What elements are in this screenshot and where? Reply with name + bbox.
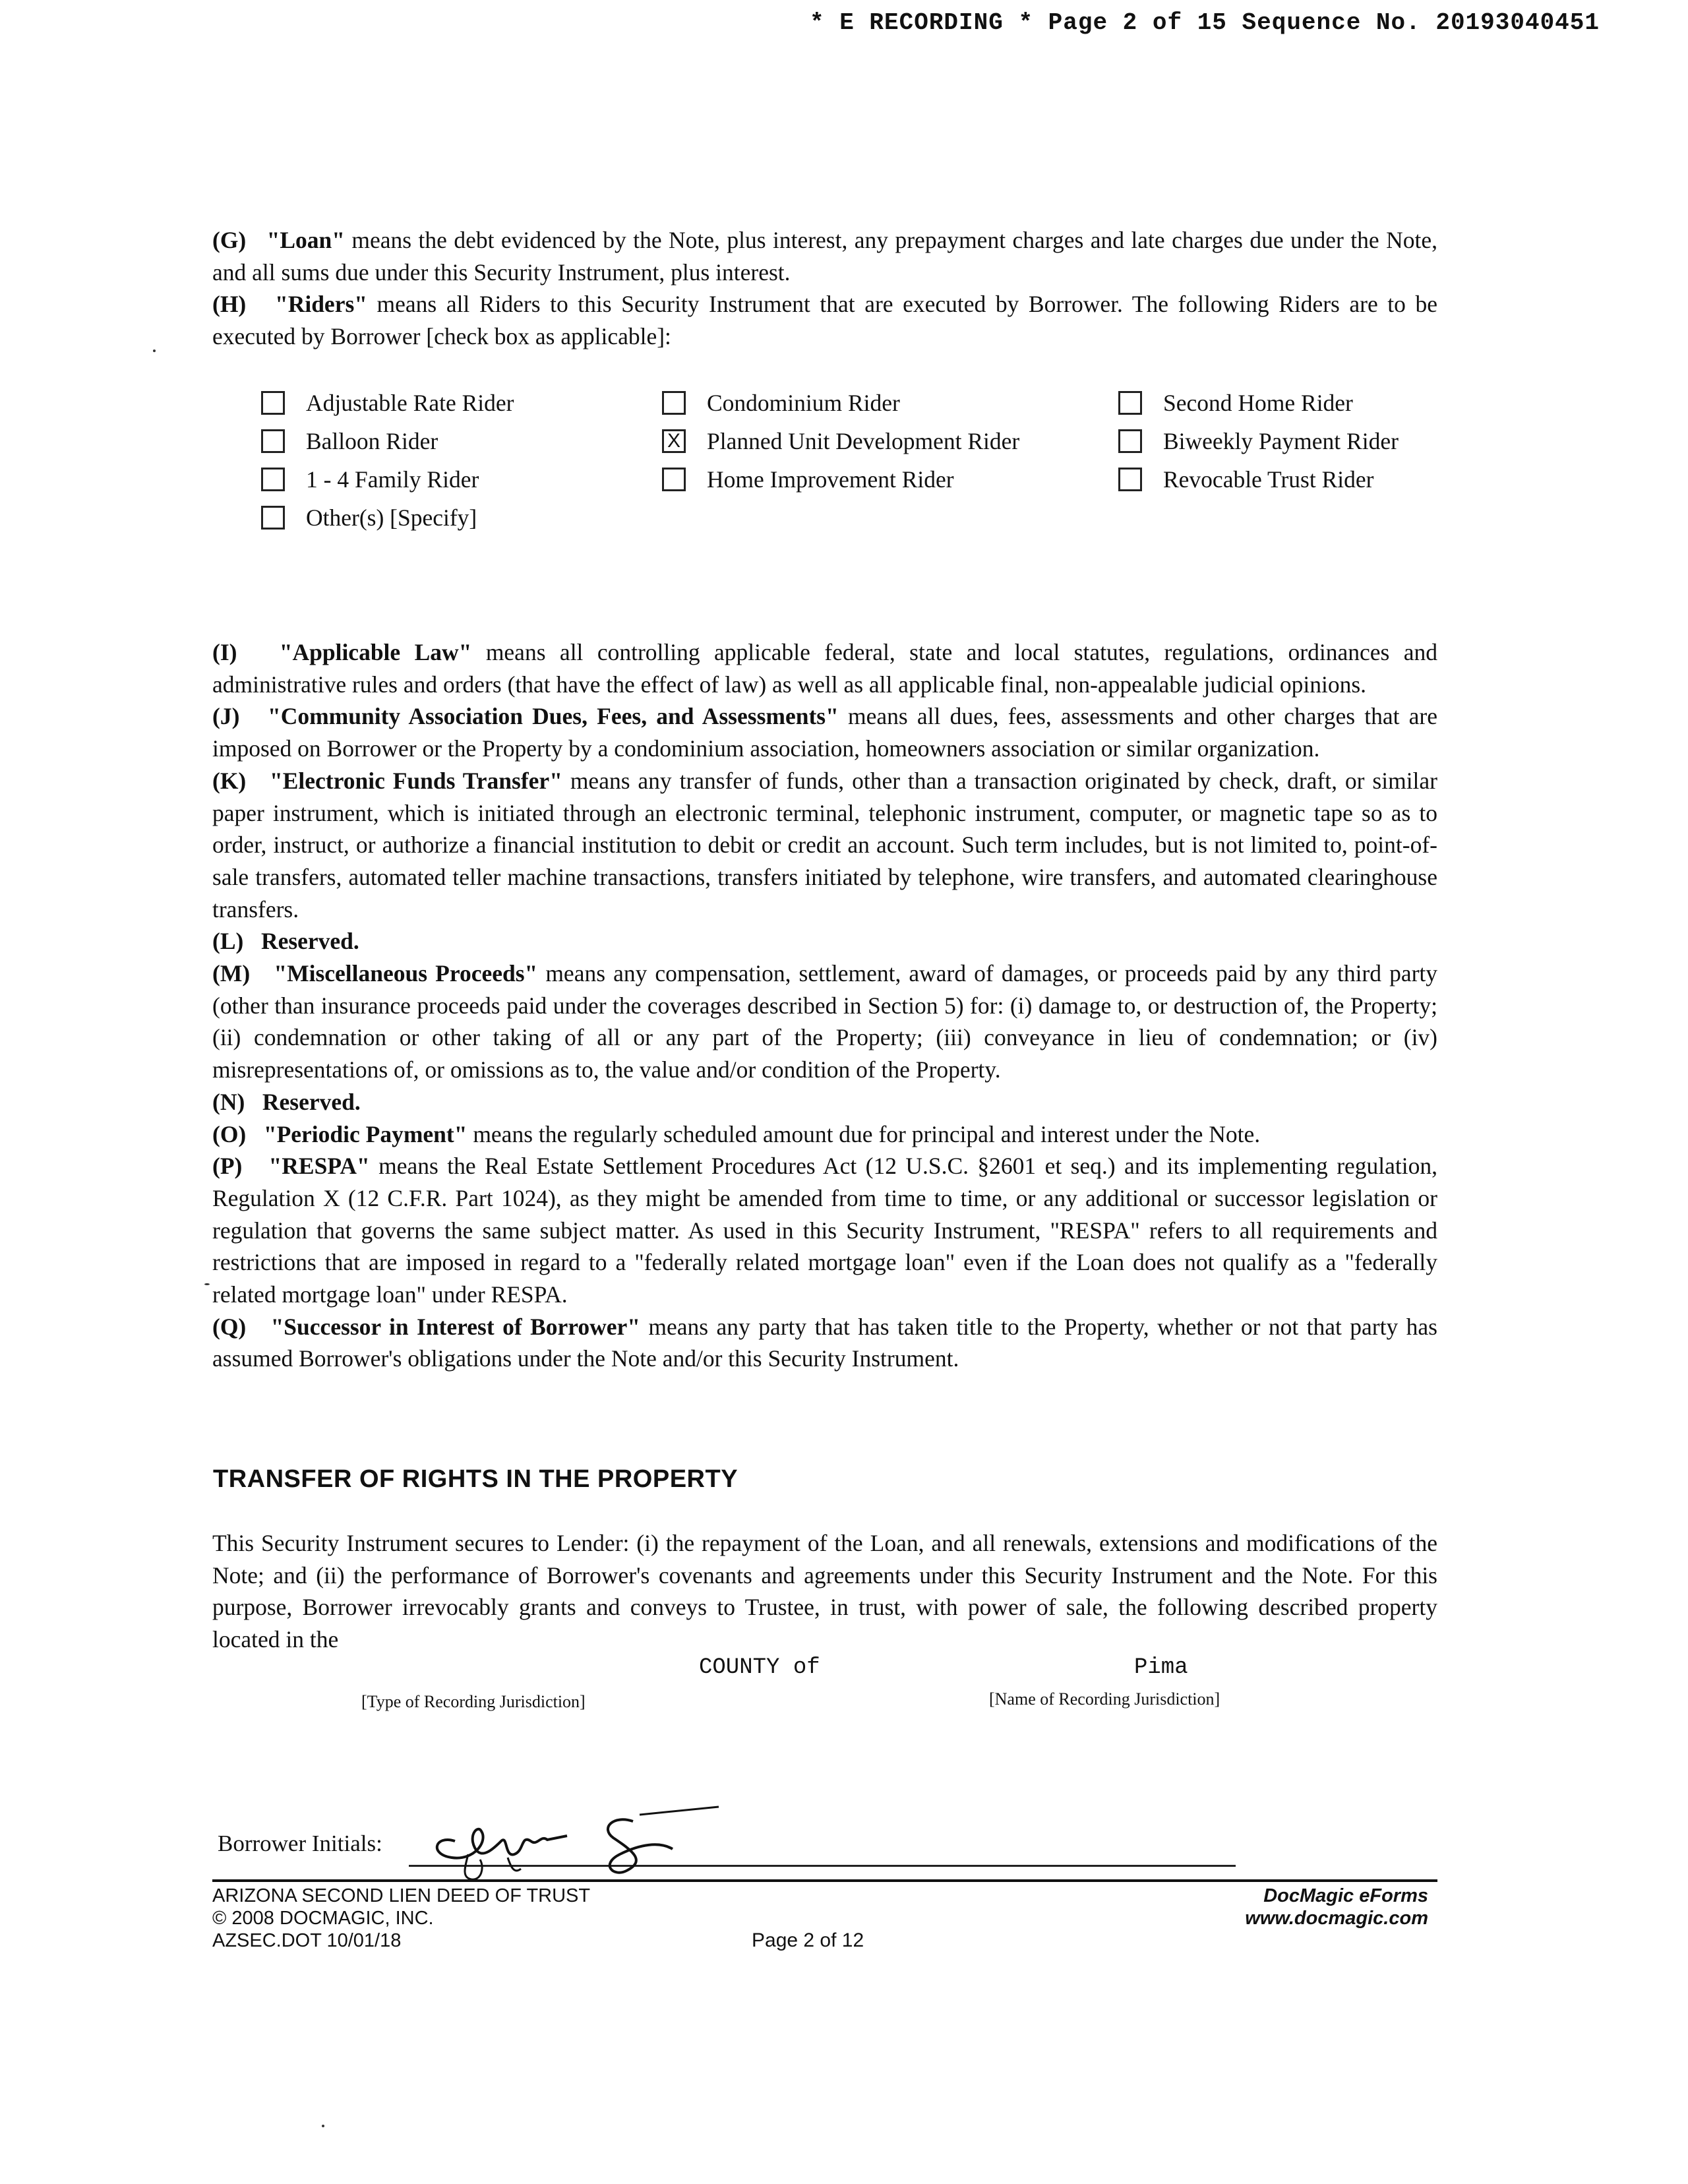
definition-p: (P) "RESPA" means the Real Estate Settlement Procedures Act (12 U.S.C. §2601 et seq.) and its implementing regulation, Regulation X (12 C.F.R. Part 1024), as they might be amended from time to time, or any additional or successor legislation or regulation that governs the same subject matter. As used in this Security Instrument, "RESPA" refers to all requirements and restrictions that are imposed in regard to a "federally related mortgage loan" even if the Loan does not qualify as a "federally related mortgage loan" under RESPA.	[212, 1153, 1437, 1308]
definitions-top	[212, 224, 1437, 353]
rider-1-4-family[interactable]: 1 - 4 Family Rider	[261, 466, 479, 493]
definition-o: (O) "Periodic Payment" means the regularly scheduled amount due for principal and interest under the Note.	[212, 1120, 1261, 1147]
footer-copyright: © 2008 DOCMAGIC, INC.	[212, 1908, 434, 1929]
definitions-list	[212, 636, 1437, 1375]
docmagic-website: www.docmagic.com	[1245, 1908, 1428, 1929]
checkbox[interactable]	[261, 468, 285, 491]
jurisdiction-name-caption: [Name of Recording Jurisdiction]	[989, 1689, 1221, 1709]
scan-dot	[153, 349, 156, 352]
checkbox[interactable]	[1118, 468, 1142, 491]
checkbox[interactable]	[662, 468, 686, 491]
definition-q: (Q) "Successor in Interest of Borrower" means any party that has taken title to the Property, whether or not that party has assumed Borrower's obligations under the Note and/or this Security Instrument.	[212, 1313, 1437, 1372]
rider-home-improvement[interactable]: Home Improvement Rider	[662, 466, 954, 493]
borrower-initials-signature	[415, 1795, 732, 1881]
definition-g: (G) "Loan" means the debt evidenced by the Note, plus interest, any prepayment charges and late charges due under the Note, and all sums due under this Security Instrument, plus interest.	[212, 227, 1437, 286]
scan-dot	[204, 1283, 210, 1285]
definition-m: (M) "Miscellaneous Proceeds" means any compensation, settlement, award of damages, or proceeds paid by any third party (other than insurance proceeds paid under the coverages described in Section 5) for: (i) damage to, or destruction of, the Property; (ii) condemnation or other taking of all or any part of the Property; (iii) conveyance in lieu of condemnation; or (iv) misrepresentations of, or omissions as to, the value and/or condition of the Property.	[212, 960, 1438, 1083]
checkbox[interactable]	[1118, 429, 1142, 453]
rider-balloon[interactable]: Balloon Rider	[261, 427, 438, 455]
footer-form-info	[212, 1885, 590, 1952]
footer-rule	[212, 1879, 1437, 1882]
rider-biweekly-payment[interactable]: Biweekly Payment Rider	[1118, 427, 1399, 455]
checkbox[interactable]	[662, 391, 686, 415]
rider-condominium[interactable]: Condominium Rider	[662, 389, 900, 417]
rider-planned-unit-development[interactable]: X Planned Unit Development Rider	[662, 427, 1019, 455]
definition-l: (L) Reserved.	[212, 928, 359, 955]
definition-h: (H) "Riders" means all Riders to this Security Instrument that are executed by Borrower. The following Riders are to be executed by Borrower [check box as applicable]:	[212, 291, 1437, 350]
definition-j: (J) "Community Association Dues, Fees, and Assessments" means all dues, fees, assessments and other charges that are imposed on Borrower or the Property by a condominium association, homeowners association or similar organization.	[212, 703, 1438, 762]
footer-form-title: ARIZONA SECOND LIEN DEED OF TRUST	[212, 1885, 591, 1906]
definition-n: (N) Reserved.	[212, 1088, 361, 1115]
rider-adjustable-rate[interactable]: Adjustable Rate Rider	[261, 389, 514, 417]
checkbox[interactable]	[261, 506, 285, 530]
definition-i: (I) "Applicable Law" means all controlling applicable federal, state and local statutes, regulations, ordinances and administrative rules and orders (that have the effect of law) as well as all applicable final, non-appealable judicial opinions.	[212, 639, 1438, 698]
rider-second-home[interactable]: Second Home Rider	[1118, 389, 1353, 417]
definition-k: (K) "Electronic Funds Transfer" means any transfer of funds, other than a transaction originated by check, draft, or similar paper instrument, which is initiated through an electronic terminal, telephonic instrument, computer, or magnetic tape so as to order, instruct, or authorize a financial institution to debit or credit an account. Such term includes, but is not limited to, point-of-sale transfers, automated teller machine transactions, transfers initiated by telephone, wire transfers, and automated clearinghouse transfers.	[212, 767, 1437, 923]
checkbox[interactable]	[261, 391, 285, 415]
jurisdiction-type-value: COUNTY of	[699, 1655, 820, 1680]
section-title-transfer: TRANSFER OF RIGHTS IN THE PROPERTY	[213, 1465, 738, 1493]
checkbox[interactable]	[261, 429, 285, 453]
checkbox[interactable]	[1118, 391, 1142, 415]
rider-others[interactable]: Other(s) [Specify]	[261, 504, 477, 531]
footer-page-number: Page 2 of 12	[752, 1929, 864, 1951]
borrower-initials-label: Borrower Initials:	[218, 1831, 382, 1856]
transfer-paragraph: This Security Instrument secures to Lender: (i) the repayment of the Loan, and all renewals, extensions and modifications of the Note; and (ii) the performance of Borrower's covenants and agreements under this Security Instrument and the Note. For this purpose, Borrower irrevocably grants and conveys to Trustee, in trust, with power of sale, the following described property located in the	[212, 1530, 1437, 1653]
riders-checklist	[261, 389, 1448, 547]
footer-form-code: AZSEC.DOT 10/01/18	[212, 1930, 402, 1951]
footer-brand	[1245, 1885, 1428, 1929]
checkbox-checked[interactable]: X	[662, 429, 686, 453]
recording-header: * E RECORDING * Page 2 of 15 Sequence No. 20193040451	[810, 9, 1600, 36]
jurisdiction-type-caption: [Type of Recording Jurisdiction]	[361, 1692, 586, 1711]
docmagic-logo: DocMagic eForms	[1263, 1885, 1428, 1906]
jurisdiction-name-value: Pima	[1134, 1655, 1188, 1680]
rider-revocable-trust[interactable]: Revocable Trust Rider	[1118, 466, 1373, 493]
scan-dot	[322, 2125, 324, 2127]
